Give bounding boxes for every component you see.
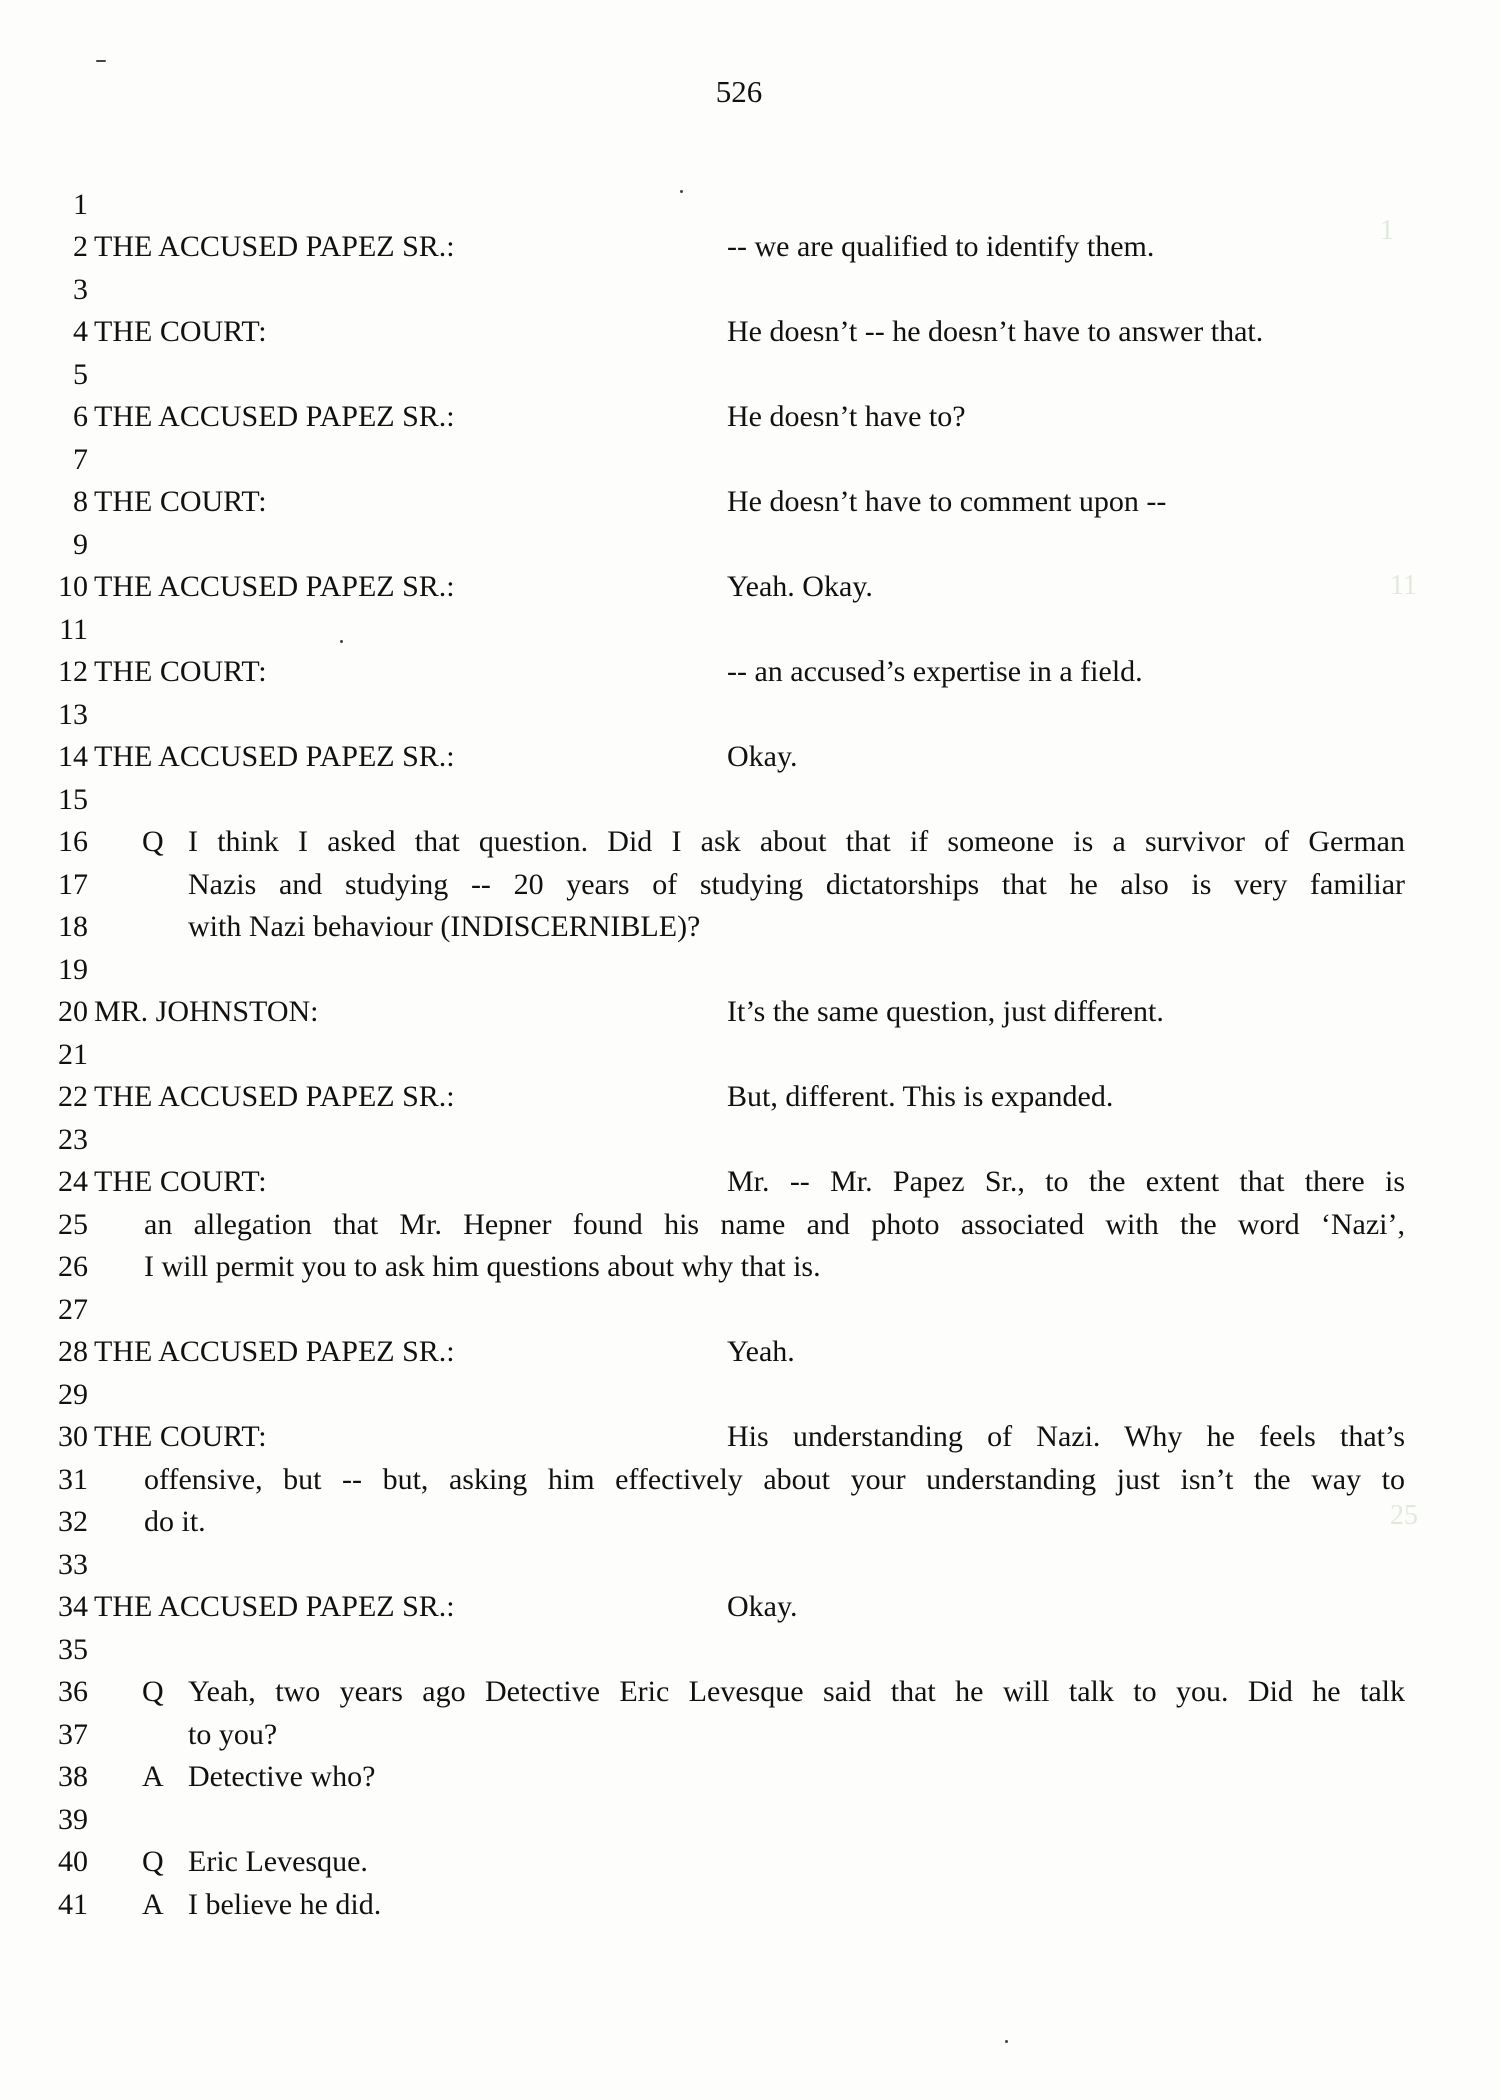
speech-text: His understanding of Nazi. Why he feels that’s (727, 1420, 1405, 1453)
transcript-line (0, 907, 1500, 947)
question-text: Eric Levesque. (188, 1845, 368, 1878)
speaker-label: THE COURT: (94, 485, 267, 518)
transcript-line (0, 652, 1500, 692)
transcript-line (0, 397, 1500, 437)
transcript-line (0, 1162, 1500, 1202)
speech-text: do it. (144, 1505, 206, 1538)
speech-text: He doesn’t have to comment upon -- (727, 485, 1167, 518)
transcript-line (0, 355, 1500, 395)
line-number: 15 (58, 783, 88, 816)
line-number: 26 (58, 1250, 88, 1283)
line-number: 5 (73, 358, 88, 391)
transcript-line (0, 992, 1500, 1032)
transcript-line (0, 1885, 1500, 1925)
line-number: 37 (58, 1718, 88, 1751)
answer-marker: A (142, 1760, 164, 1793)
scan-speck-decoration (680, 190, 683, 193)
line-number: 34 (58, 1590, 88, 1623)
transcript-line (0, 950, 1500, 990)
transcript-line (0, 1460, 1500, 1500)
transcript-line (0, 312, 1500, 352)
question-marker: Q (142, 825, 164, 858)
line-number: 17 (58, 868, 88, 901)
line-number: 12 (58, 655, 88, 688)
line-number: 14 (58, 740, 88, 773)
transcript-line (0, 1290, 1500, 1330)
bleed-through-decoration: 1 (1380, 215, 1394, 246)
speech-text: -- we are qualified to identify them. (727, 230, 1155, 263)
transcript-line (0, 1800, 1500, 1840)
speech-text: I will permit you to ask him questions about why that is. (144, 1250, 821, 1283)
transcript-line (0, 1715, 1500, 1755)
transcript-line (0, 1247, 1500, 1287)
line-number: 11 (59, 613, 88, 646)
question-marker: Q (142, 1675, 164, 1708)
speech-text: Mr. -- Mr. Papez Sr., to the extent that there is (727, 1165, 1405, 1198)
transcript-line (0, 440, 1500, 480)
question-marker: Q (142, 1845, 164, 1878)
scan-speck-decoration (340, 640, 343, 643)
question-text: Yeah, two years ago Detective Eric Levesque said that he will talk to you. Did he talk (188, 1675, 1405, 1708)
transcript-line (0, 1545, 1500, 1585)
transcript-line (0, 1375, 1500, 1415)
line-number: 25 (58, 1208, 88, 1241)
transcript-line (0, 227, 1500, 267)
question-text: with Nazi behaviour (INDISCERNIBLE)? (188, 910, 701, 943)
transcript-line (0, 185, 1500, 225)
speaker-label: THE COURT: (94, 1165, 267, 1198)
speaker-label: THE ACCUSED PAPEZ SR.: (94, 570, 455, 603)
line-number: 23 (58, 1123, 88, 1156)
transcript-line (0, 1672, 1500, 1712)
speaker-label: THE ACCUSED PAPEZ SR.: (94, 400, 455, 433)
transcript-line (0, 822, 1500, 862)
line-number: 27 (58, 1293, 88, 1326)
line-number: 38 (58, 1760, 88, 1793)
transcript-line (0, 780, 1500, 820)
answer-text: I believe he did. (188, 1888, 382, 1921)
line-number: 32 (58, 1505, 88, 1538)
speech-text: Yeah. (727, 1335, 795, 1368)
transcript-line (0, 1035, 1500, 1075)
transcript-line (0, 737, 1500, 777)
speaker-label: THE ACCUSED PAPEZ SR.: (94, 740, 455, 773)
speech-text: It’s the same question, just different. (727, 995, 1164, 1028)
line-number: 3 (73, 273, 88, 306)
line-number: 20 (58, 995, 88, 1028)
question-text: Nazis and studying -- 20 years of studying dictatorships that he also is very familiar (188, 868, 1405, 901)
bleed-through-decoration: 11 (1390, 570, 1417, 601)
speaker-label: THE ACCUSED PAPEZ SR.: (94, 1335, 455, 1368)
line-number: 4 (73, 315, 88, 348)
transcript-line (0, 865, 1500, 905)
transcript-line (0, 1120, 1500, 1160)
line-number: 35 (58, 1633, 88, 1666)
transcript-line (0, 1757, 1500, 1797)
line-number: 22 (58, 1080, 88, 1113)
line-number: 24 (58, 1165, 88, 1198)
speech-text: offensive, but -- but, asking him effectively about your understanding just isn’t the way to (144, 1463, 1405, 1496)
line-number: 16 (58, 825, 88, 858)
line-number: 7 (73, 443, 88, 476)
transcript-line (0, 525, 1500, 565)
line-number: 1 (73, 188, 88, 221)
transcript-line (0, 695, 1500, 735)
transcript-line (0, 1205, 1500, 1245)
bleed-through-decoration: 25 (1390, 1500, 1418, 1531)
transcript-line (0, 610, 1500, 650)
scan-speck-decoration (96, 60, 106, 62)
question-text: to you? (188, 1718, 278, 1751)
speaker-label: THE COURT: (94, 1420, 267, 1453)
speech-text: Yeah. Okay. (727, 570, 873, 603)
transcript-line (0, 482, 1500, 522)
line-number: 9 (73, 528, 88, 561)
line-number: 19 (58, 953, 88, 986)
line-number: 21 (58, 1038, 88, 1071)
line-number: 36 (58, 1675, 88, 1708)
answer-text: Detective who? (188, 1760, 376, 1793)
line-number: 18 (58, 910, 88, 943)
line-number: 28 (58, 1335, 88, 1368)
scan-speck-decoration (1005, 2040, 1008, 2043)
transcript-line (0, 1417, 1500, 1457)
transcript-line (0, 1502, 1500, 1542)
line-number: 33 (58, 1548, 88, 1581)
line-number: 31 (58, 1463, 88, 1496)
line-number: 29 (58, 1378, 88, 1411)
transcript-line (0, 567, 1500, 607)
question-text: I think I asked that question. Did I ask about that if someone is a survivor of German (188, 825, 1405, 858)
speaker-label: THE ACCUSED PAPEZ SR.: (94, 230, 455, 263)
page-number: 526 (715, 74, 763, 109)
speech-text: Okay. (727, 740, 798, 773)
transcript-line (0, 1332, 1500, 1372)
speech-text: Okay. (727, 1590, 798, 1623)
speech-text: He doesn’t have to? (727, 400, 966, 433)
line-number: 40 (58, 1845, 88, 1878)
line-number: 39 (58, 1803, 88, 1836)
speaker-label: THE ACCUSED PAPEZ SR.: (94, 1590, 455, 1623)
transcript-line (0, 1587, 1500, 1627)
transcript-line (0, 270, 1500, 310)
transcript-line (0, 1077, 1500, 1117)
speech-text: -- an accused’s expertise in a field. (727, 655, 1143, 688)
speaker-label: THE COURT: (94, 315, 267, 348)
transcript-line (0, 1630, 1500, 1670)
line-number: 6 (73, 400, 88, 433)
speaker-label: MR. JOHNSTON: (94, 995, 319, 1028)
speech-text: But, different. This is expanded. (727, 1080, 1114, 1113)
line-number: 8 (73, 485, 88, 518)
line-number: 30 (58, 1420, 88, 1453)
line-number: 2 (73, 230, 88, 263)
answer-marker: A (142, 1888, 164, 1921)
speaker-label: THE ACCUSED PAPEZ SR.: (94, 1080, 455, 1113)
transcript-line (0, 1842, 1500, 1882)
line-number: 41 (58, 1888, 88, 1921)
line-number: 10 (58, 570, 88, 603)
line-number: 13 (58, 698, 88, 731)
speech-text: an allegation that Mr. Hepner found his name and photo associated with the word ‘Nazi’, (144, 1208, 1405, 1241)
speech-text: He doesn’t -- he doesn’t have to answer that. (727, 315, 1264, 348)
speaker-label: THE COURT: (94, 655, 267, 688)
